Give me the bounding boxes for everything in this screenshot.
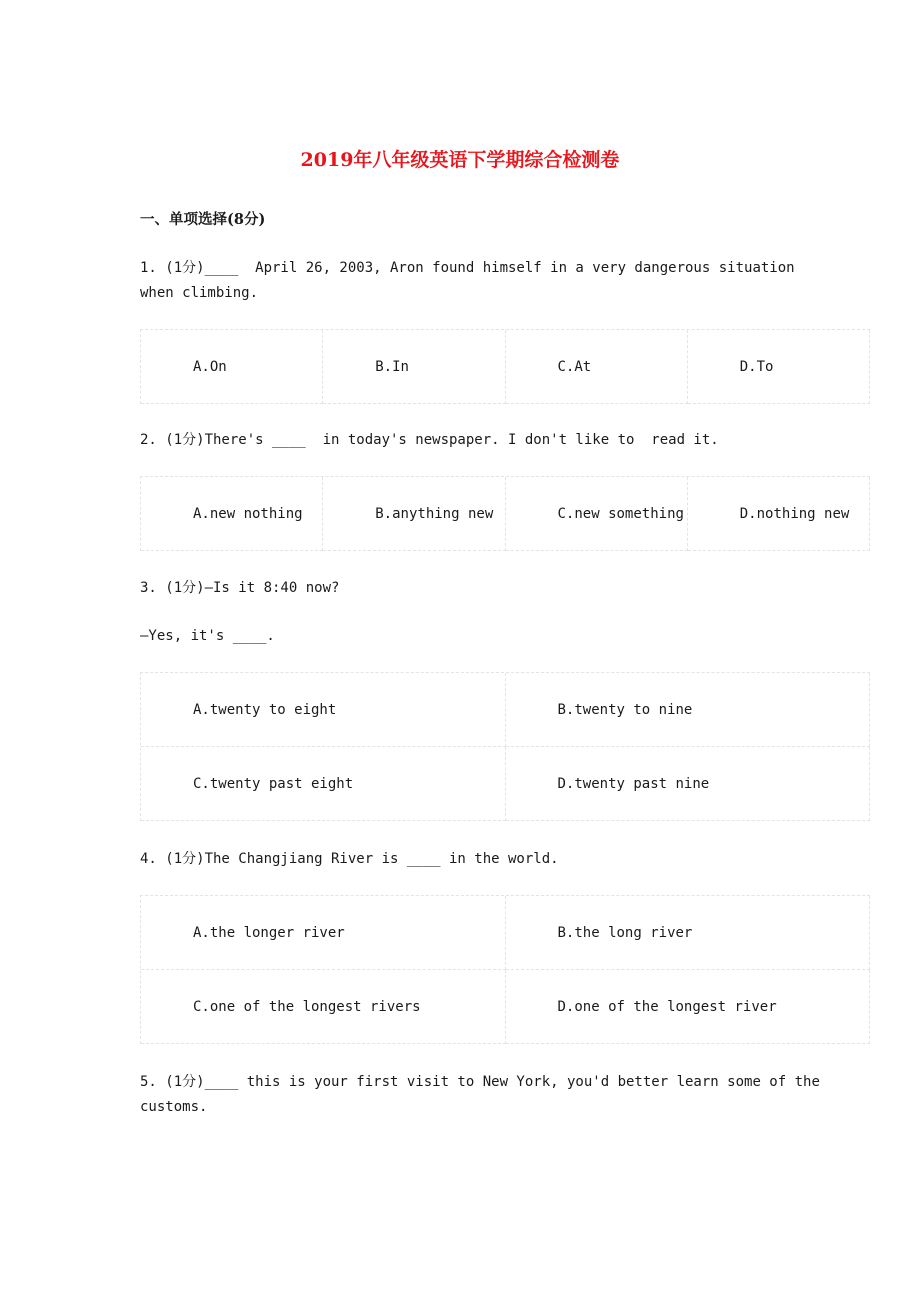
- option-c[interactable]: C.new something: [506, 477, 688, 551]
- question-1-options: [140, 329, 870, 404]
- page-title: 2019年八年级英语下学期综合检测卷: [300, 149, 620, 171]
- question-5-stem: 5. (1分)____ this is your first visit to New York, you'd better learn some of the customs.: [140, 1074, 829, 1115]
- section-heading: 一、单项选择(8分): [140, 211, 266, 228]
- question-4-stem: 4. (1分)The Changjiang River is ____ in the world.: [140, 851, 559, 867]
- option-b[interactable]: B.anything new: [323, 477, 505, 551]
- option-b[interactable]: B.twenty to nine: [506, 673, 871, 747]
- option-c[interactable]: C.one of the longest rivers: [141, 970, 506, 1044]
- question-2-stem: 2. (1分)There's ____ in today's newspaper. I don't like to read it.: [140, 432, 719, 448]
- option-b[interactable]: B.the long river: [506, 896, 871, 970]
- option-d[interactable]: D.To: [688, 330, 870, 404]
- question-3-options: [140, 672, 870, 821]
- option-d[interactable]: D.nothing new: [688, 477, 870, 551]
- question-4-options: [140, 895, 870, 1044]
- option-a[interactable]: A.new nothing: [141, 477, 323, 551]
- question-3-answer-line: —Yes, it's ____.: [140, 628, 275, 644]
- question-2-options: [140, 476, 870, 551]
- question-1-stem: 1. (1分)____ April 26, 2003, Aron found himself in a very dangerous situation when climbing.: [140, 260, 804, 301]
- option-b[interactable]: B.In: [323, 330, 505, 404]
- option-d[interactable]: D.twenty past nine: [506, 747, 871, 821]
- option-c[interactable]: C.twenty past eight: [141, 747, 506, 821]
- option-a[interactable]: A.twenty to eight: [141, 673, 506, 747]
- option-c[interactable]: C.At: [506, 330, 688, 404]
- option-d[interactable]: D.one of the longest river: [506, 970, 871, 1044]
- option-a[interactable]: A.On: [141, 330, 323, 404]
- option-a[interactable]: A.the longer river: [141, 896, 506, 970]
- question-3-stem: 3. (1分)—Is it 8:40 now?: [140, 580, 340, 596]
